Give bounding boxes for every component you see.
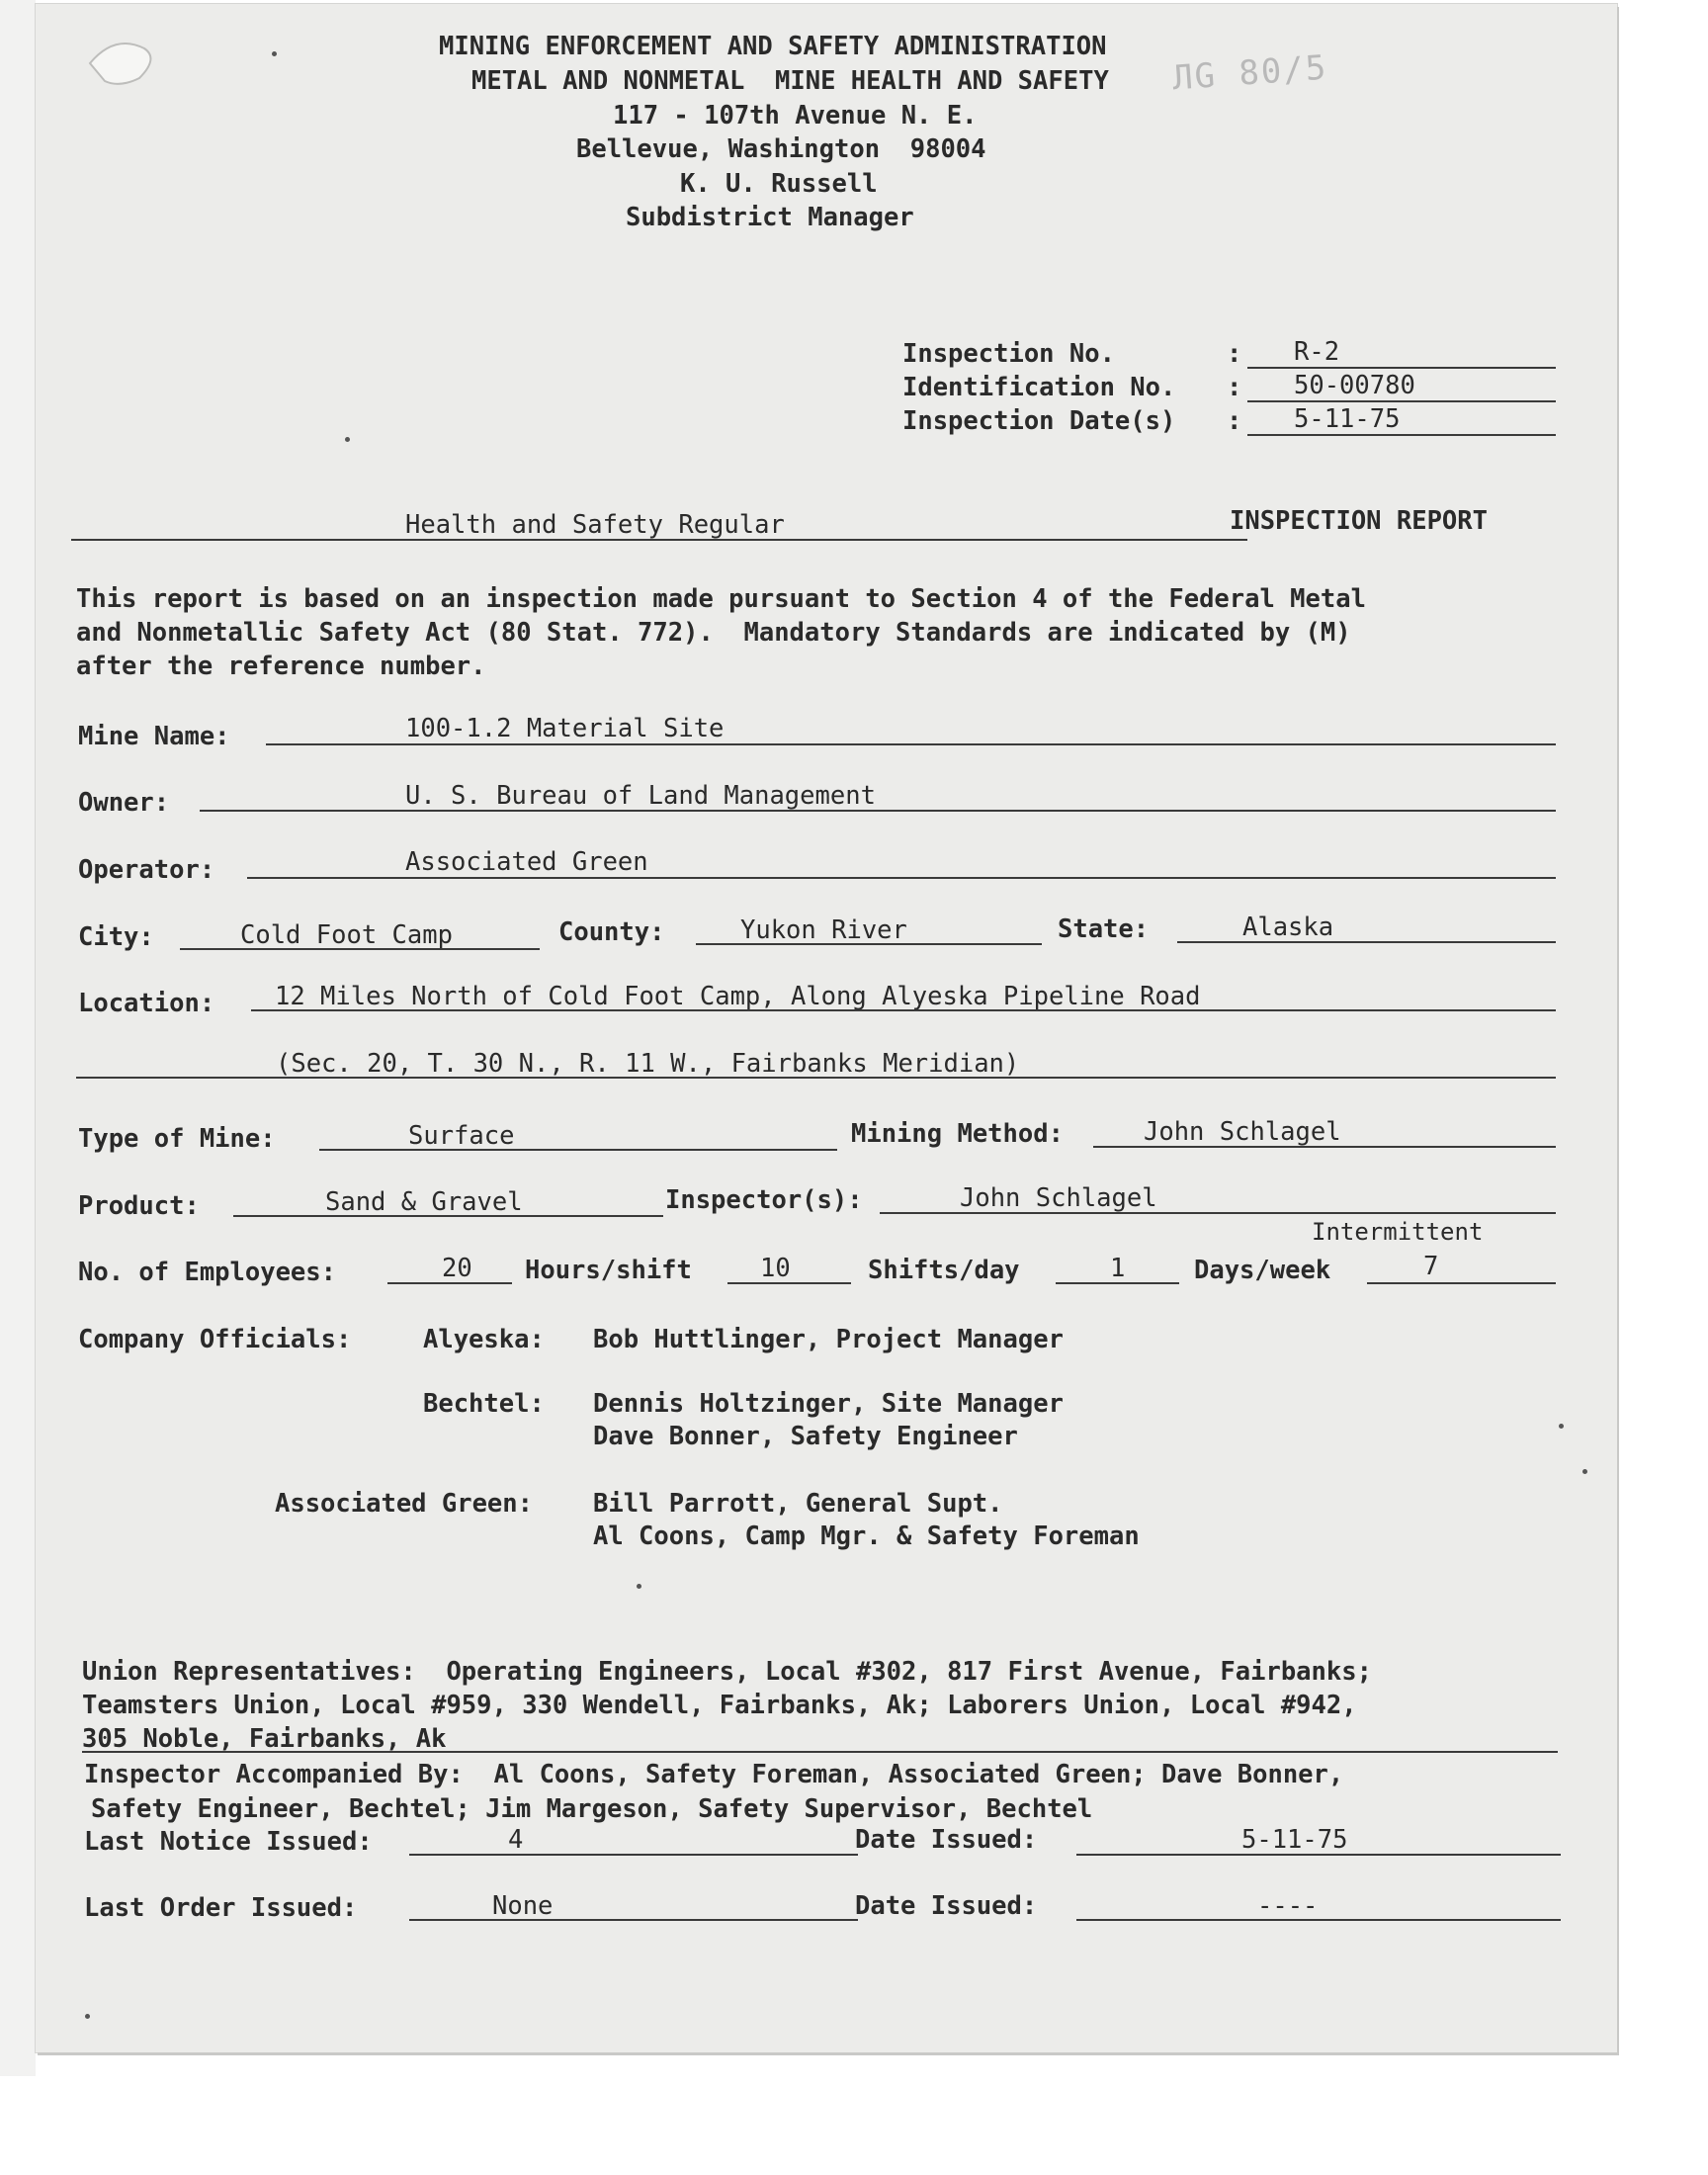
state-value: Alaska [1242,913,1334,942]
state-line [1177,941,1556,943]
scan-speck [637,1584,641,1589]
shifts-line [1056,1282,1179,1284]
inspection-dates-label: Inspection Date(s) [902,406,1176,436]
union-line-2: Teamsters Union, Local #959, 330 Wendell, Fairbanks, Ak; Laborers Union, Local #942, [82,1691,1357,1720]
order-date-value: ---- [1257,1891,1319,1921]
inspectors-label: Inspector(s): [665,1185,863,1215]
last-notice-value: 4 [508,1825,524,1855]
mining-method-value: John Schlagel [1144,1117,1341,1147]
mine-name-value: 100-1.2 Material Site [405,714,725,743]
type-of-mine-value: Surface [408,1121,515,1151]
inspection-no-label: Inspection No. [902,339,1115,369]
mine-name-label: Mine Name: [78,722,230,751]
last-notice-label: Last Notice Issued: [84,1827,373,1857]
scan-speck [1582,1469,1587,1474]
report-type-line [71,539,1247,541]
employees-label: No. of Employees: [78,1258,336,1287]
hours-value: 10 [760,1254,791,1283]
employees-line [387,1282,512,1284]
days-value: 7 [1423,1252,1439,1281]
torn-corner-mark [85,24,174,93]
last-notice-line [409,1854,858,1856]
alyeska-label: Alyeska: [423,1325,545,1354]
inspection-dates-value: 5-11-75 [1294,404,1401,434]
colon: : [1227,373,1242,402]
county-label: County: [558,917,665,947]
city-line [180,948,540,950]
bechtel-official-2: Dave Bonner, Safety Engineer [593,1422,1018,1451]
colon: : [1227,339,1242,369]
bechtel-label: Bechtel: [423,1389,545,1419]
scan-speck [272,51,277,56]
union-line-1: Union Representatives: Operating Engineers, Local #302, 817 First Avenue, Fairbanks; [82,1657,1372,1687]
last-order-label: Last Order Issued: [84,1893,358,1923]
shifts-value: 1 [1110,1254,1126,1283]
associated-green-official-1: Bill Parrott, General Supt. [593,1489,1003,1519]
header-agency: MINING ENFORCEMENT AND SAFETY ADMINISTRATION [439,32,1107,61]
days-label: Days/week [1194,1256,1331,1285]
intro-line-1: This report is based on an inspection made pursuant to Section 4 of the Federal Metal [76,584,1366,614]
product-value: Sand & Gravel [325,1187,523,1217]
operator-label: Operator: [78,855,215,885]
inspection-report-page [36,4,1617,2052]
scan-speck [1559,1424,1564,1429]
mine-name-line [266,743,1556,745]
state-label: State: [1058,914,1150,944]
owner-line [200,810,1556,812]
inspection-no-value: R-2 [1294,337,1340,367]
intro-line-3: after the reference number. [76,652,486,681]
location-line-1 [251,1009,1556,1011]
last-order-value: None [492,1891,554,1921]
shifts-label: Shifts/day [868,1256,1020,1285]
intro-line-2: and Nonmetallic Safety Act (80 Stat. 772). Mandatory Standards are indicated by (M) [76,618,1351,648]
intermittent-note: Intermittent [1312,1218,1484,1246]
union-line-rule [82,1751,1558,1753]
location-value-line-2: (Sec. 20, T. 30 N., R. 11 W., Fairbanks Meridian) [276,1049,1020,1079]
union-line-3: 305 Noble, Fairbanks, Ak [82,1724,447,1754]
header-division: METAL AND NONMETAL MINE HEALTH AND SAFETY [471,66,1109,96]
associated-green-official-2: Al Coons, Camp Mgr. & Safety Foreman [593,1522,1140,1551]
employees-value: 20 [442,1254,472,1283]
county-line [696,943,1042,945]
inspection-no-line [1247,367,1556,369]
operator-line [247,877,1556,879]
inspectors-line [880,1212,1556,1214]
order-date-line [1076,1919,1561,1921]
county-value: Yukon River [740,915,907,945]
header-manager-title: Subdistrict Manager [626,203,914,232]
hours-label: Hours/shift [525,1256,692,1285]
city-value: Cold Foot Camp [240,920,453,950]
product-line [233,1215,663,1217]
type-of-mine-label: Type of Mine: [78,1124,276,1154]
faint-stamp-mark: ЛG 80/5 [1170,47,1329,99]
alyeska-official-1: Bob Huttlinger, Project Manager [593,1325,1064,1354]
scan-speck [85,2014,90,2019]
inspectors-value: John Schlagel [960,1183,1157,1213]
last-order-line [409,1919,858,1921]
bechtel-official-1: Dennis Holtzinger, Site Manager [593,1389,1064,1419]
hours-line [727,1282,851,1284]
report-title: INSPECTION REPORT [1230,506,1488,536]
header-street: 117 - 107th Avenue N. E. [613,101,978,130]
location-line-2 [76,1077,1556,1079]
accompanied-line-1: Inspector Accompanied By: Al Coons, Safety Foreman, Associated Green; Dave Bonner, [84,1760,1344,1789]
notice-date-line [1076,1854,1561,1856]
scan-speck [345,437,350,442]
notice-date-value: 5-11-75 [1241,1825,1348,1855]
mining-method-line [1093,1146,1556,1148]
location-label: Location: [78,989,215,1018]
inspection-dates-line [1247,434,1556,436]
company-officials-label: Company Officials: [78,1325,352,1354]
days-line [1367,1282,1556,1284]
identification-no-line [1247,400,1556,402]
header-manager-name: K. U. Russell [680,169,878,199]
scan-margin [0,0,36,2076]
type-of-mine-line [319,1149,837,1151]
report-type: Health and Safety Regular [405,510,785,540]
operator-value: Associated Green [405,847,648,877]
colon: : [1227,406,1242,436]
location-value-line-1: 12 Miles North of Cold Foot Camp, Along Alyeska Pipeline Road [275,982,1201,1011]
order-date-issued-label: Date Issued: [855,1891,1038,1921]
owner-label: Owner: [78,788,170,818]
owner-value: U. S. Bureau of Land Management [405,781,876,811]
mining-method-label: Mining Method: [851,1119,1064,1149]
accompanied-line-2: Safety Engineer, Bechtel; Jim Margeson, Safety Supervisor, Bechtel [91,1794,1093,1824]
identification-no-label: Identification No. [902,373,1176,402]
associated-green-label: Associated Green: [275,1489,533,1519]
header-city: Bellevue, Washington 98004 [576,134,986,164]
identification-no-value: 50-00780 [1294,371,1415,400]
city-label: City: [78,922,154,952]
product-label: Product: [78,1191,200,1221]
notice-date-issued-label: Date Issued: [855,1825,1038,1855]
